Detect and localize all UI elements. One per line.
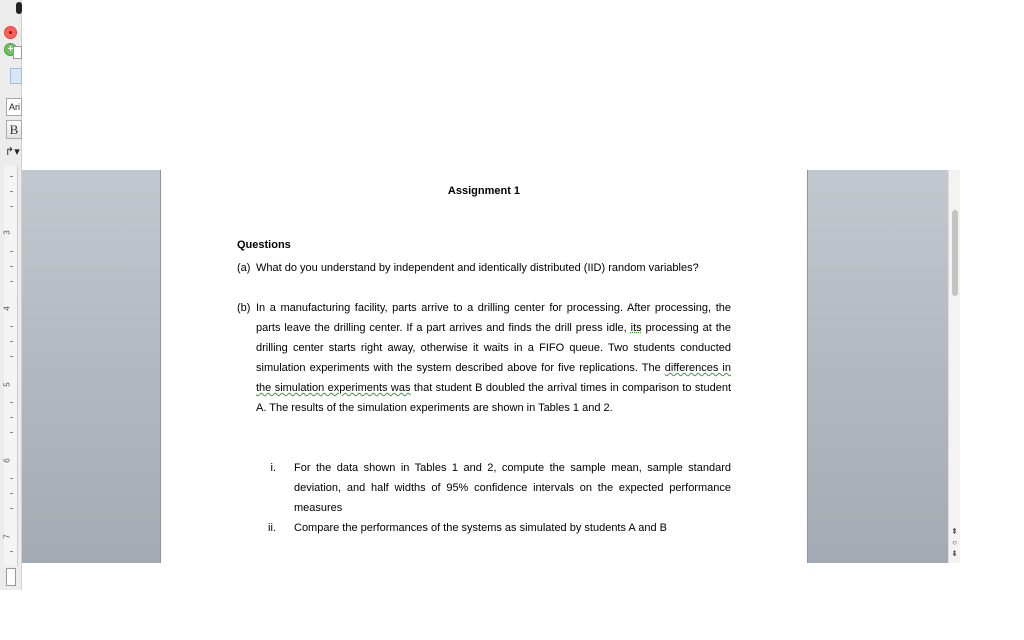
sub-question-ii <box>268 518 731 538</box>
ruler-mark: 5 <box>2 382 12 387</box>
view-toggle[interactable] <box>6 568 16 586</box>
section-heading: Questions <box>237 239 291 251</box>
question-b-text: In a manufacturing facility, parts arrive to a drilling center for processing. After processing, the parts leave the drilling center. If a part arrives and finds the drill press idle, <box>256 302 731 334</box>
left-toolbar <box>0 0 22 590</box>
question-b-text: that student B doubled the arrival times in comparison to student A. The results of the simulation experiments are shown in Tables 1 and 2. <box>256 382 732 414</box>
format-arrow-icon[interactable]: ↱▾ <box>5 146 20 158</box>
vertical-ruler[interactable] <box>4 166 18 566</box>
window-handle <box>16 2 22 14</box>
sub-question-i-text: For the data shown in Tables 1 and 2, compute the sample mean, sample standard deviation, and half widths of 95% confidence intervals on the expected performance measures <box>294 462 731 514</box>
sub-question-i <box>270 458 731 518</box>
vertical-scrollbar[interactable] <box>948 170 960 563</box>
question-a-text: What do you understand by independent and identically distributed (IID) random variables? <box>256 262 699 274</box>
ruler-mark: 6 <box>2 458 12 463</box>
next-page-icon[interactable]: ⇟ <box>951 549 958 558</box>
sub-question-ii-label: ii. <box>268 522 276 534</box>
question-b-text: processing at the drilling center starts right away, otherwise it waits in a FIFO queue. Two students conducted simulation experiments with the system described above for five replications. The <box>256 322 731 374</box>
ruler-mark: 3 <box>2 230 12 235</box>
document-icon[interactable] <box>13 46 22 59</box>
question-a-label: (a) <box>237 262 251 274</box>
question-b-label: (b) <box>237 302 251 314</box>
ruler-mark: 4 <box>2 306 12 311</box>
question-b <box>237 298 732 418</box>
new-document-button[interactable]: + <box>4 43 17 56</box>
ruler-mark: 7 <box>2 534 12 539</box>
grammar-flag-its[interactable]: its <box>630 322 642 334</box>
page-margin-left <box>22 170 161 563</box>
sub-question-i-label: i. <box>270 462 276 474</box>
toolbar-tab[interactable] <box>10 68 22 84</box>
page-navigation[interactable] <box>949 526 960 562</box>
scrollbar-thumb[interactable] <box>952 210 958 296</box>
previous-page-icon[interactable]: ⇞ <box>951 527 958 536</box>
browse-object-icon[interactable]: ○ <box>952 538 957 547</box>
document-title: Assignment 1 <box>447 185 521 197</box>
bold-button[interactable]: B <box>6 120 22 139</box>
document-page[interactable] <box>161 170 807 563</box>
close-button[interactable] <box>4 26 17 39</box>
sub-question-ii-text: Compare the performances of the systems as simulated by students A and B <box>294 522 667 534</box>
grammar-flag-differences[interactable]: differences in the simulation experiments was <box>256 362 731 394</box>
question-a <box>237 258 731 278</box>
font-name-field[interactable]: Ari <box>6 98 22 116</box>
page-margin-right <box>807 170 948 563</box>
